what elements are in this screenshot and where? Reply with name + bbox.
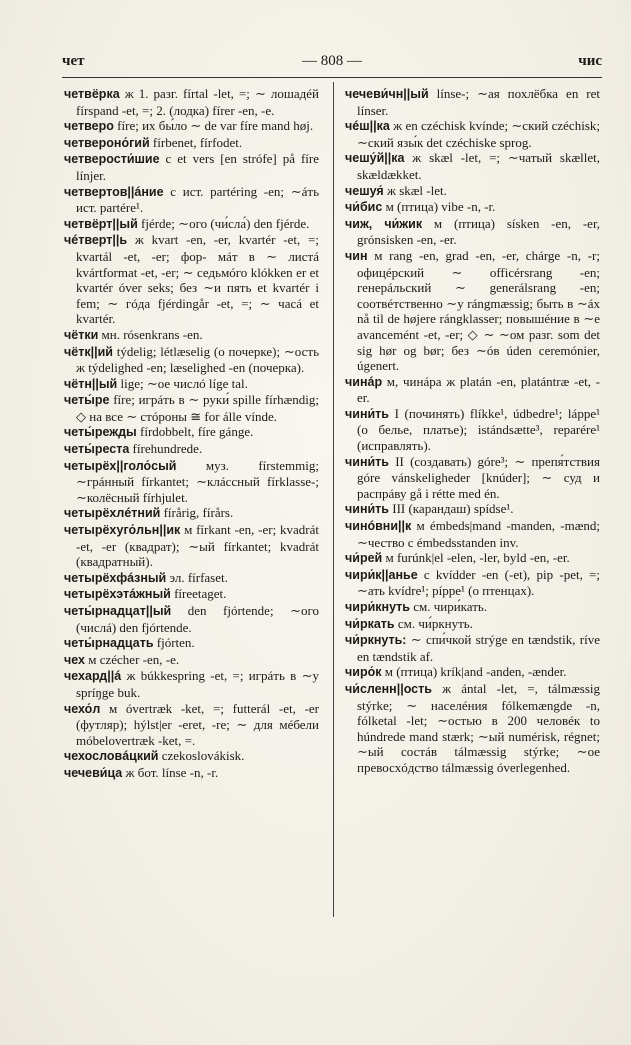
- entry-gloss: fjérde; ∼ого (чи́сла́) den fjérde.: [137, 215, 310, 231]
- entry-gloss: муз. fírstemmig; ∼грáнный fírkantet; ∼клáссный fírklasse-; ∼колёсный fírhjulet.: [76, 457, 319, 505]
- entry-headword: чётн||ый: [64, 376, 118, 391]
- entry-gloss: с ист. partéring -en; ∼áть ист. partére¹.: [76, 183, 319, 216]
- entry-gloss: fíre; их бы́ло ∼ de var fíre mand høj.: [113, 118, 314, 134]
- entry-headword: четвертов||áние: [64, 184, 164, 199]
- left-column: [64, 86, 319, 782]
- entry-headword: чири́к||анье: [345, 567, 418, 582]
- entry-gloss: ж 1. разг. fírtal -let, =; ∼ лошадéй fírspand -et, =; 2. (лодка) fírer -en, -e.: [76, 86, 319, 118]
- entry-gloss: II (создавать) góre³; ∼ препя́тствия góre vánskeligheder [knúder]; ∼ суд и распрáву gå i rétte med én.: [357, 453, 600, 501]
- entry-gloss: ж ántal -let, =, tálmæssig stýrke; ∼ населéния fólkemængde -n, fólketal -let; ∼остью в 200 человéк to húndrede mand stærk; ∼ый numérisk, régnet; ∼ый состáв tálmæssig stýrke; ∼ое превосхóдство tálmæssig óverlegenhed.: [357, 680, 600, 775]
- entry-headword: чечеви́чн||ый: [345, 87, 429, 101]
- entry-gloss: týdelig; létlæselig (о почерке); ∼ость ж týdelighed -en; læselighed -en (почерка).: [76, 343, 319, 376]
- entry-headword: четвероно́гий: [64, 135, 150, 150]
- entry-headword: чиро́к: [345, 665, 382, 680]
- entry-gloss: ж бот. línse -n, -r.: [122, 764, 219, 780]
- entry-headword: четвёрка: [64, 87, 120, 101]
- entry-gloss: мн. rósenkrans -en.: [98, 326, 203, 342]
- dictionary-entry: [64, 118, 319, 135]
- entry-gloss: I (починять) flíkke¹, údbedre¹; láppe¹ (о белье, платье); istándsætte³, reparére¹ (исправлять).: [357, 405, 600, 454]
- dictionary-entry: [64, 376, 319, 393]
- dictionary-entry: [64, 424, 319, 441]
- entry-headword: четвёрт||ый: [64, 216, 138, 231]
- entry-headword: чехо́л: [64, 701, 101, 716]
- entry-gloss: м (птица) vibe -n, -r.: [382, 199, 496, 215]
- entry-gloss: см. чири́кать.: [409, 599, 488, 614]
- dictionary-entry: [64, 232, 319, 327]
- entry-gloss: fírbenet, fírfodet.: [149, 134, 243, 150]
- dictionary-entry: [64, 701, 319, 749]
- dictionary-entry: [64, 635, 319, 652]
- column-divider: [333, 82, 334, 917]
- dictionary-entry: [345, 599, 600, 616]
- entry-headword: чи́ркнуть:: [345, 633, 407, 648]
- dictionary-entry: [345, 374, 600, 406]
- dictionary-entry: [64, 505, 319, 522]
- entry-gloss: эл. fírfaset.: [166, 569, 228, 585]
- entry-headword: чини́ть: [345, 454, 389, 469]
- entry-gloss: fírårig, fírårs.: [160, 505, 234, 521]
- entry-headword: чехард||á: [64, 669, 122, 684]
- entry-headword: чини́ть: [345, 502, 389, 517]
- entry-gloss: м óvertræk -ket, =; futterál -et, -er (футляр); hýlst|er -eret, -re; ∼ для мéбели móbelovertræk -ket, =.: [76, 700, 319, 748]
- entry-gloss: с kvídder -en (-et), pip -pet, =; ∼ать kvídre¹; píppe¹ (о птенцах).: [357, 566, 600, 599]
- entry-gloss: fírdobbelt, fíre gánge.: [136, 424, 254, 440]
- entry-headword: четырёхуго́льн||ик: [64, 523, 181, 538]
- entry-gloss: ∼ спи́чкой strýge en tændstik, ríve en tændstik af.: [357, 632, 600, 664]
- dictionary-entry: [345, 150, 600, 182]
- entry-gloss: с et vers [en strófe] på fíre línjer.: [76, 151, 319, 183]
- entry-headword: чи́рей: [345, 551, 383, 566]
- dictionary-entry: [345, 681, 600, 776]
- dictionary-entry: [64, 668, 319, 700]
- dictionary-entry: [345, 616, 600, 633]
- entry-gloss: ж kvart -en, -er, kvartér -et, =; kvartál -et, -er; фор- мáт в ∼ листá kvártformat -et, -er; ∼ седьмóго klókken er et kvartér óver seks; без ∼и пять et kvartér i fem; ∼ гóда fjérdingår -et, =; ∼ часá et kvartér.: [76, 232, 319, 327]
- dictionary-entry: [345, 406, 600, 454]
- dictionary-entry: [64, 652, 319, 669]
- entry-gloss: м (птица) krík|and -anden, -ænder.: [381, 664, 567, 680]
- dictionary-entry: [345, 216, 600, 248]
- entry-gloss: fíre; игрáть в ∼ руки́ spille fírhændig; ◇ на все ∼ стóроны ≅ for álle vínde.: [76, 392, 319, 424]
- entry-gloss: ж búkkespring -et, =; игрáть в ∼у spríŋge buk.: [76, 668, 319, 700]
- entry-gloss: м furúnk|el -elen, -ler, byld -en, -er.: [382, 550, 570, 566]
- dictionary-entry: [345, 454, 600, 502]
- entry-gloss: м émbeds|mand -manden, -mænd; ∼чество с émbedsstanden inv.: [357, 518, 600, 550]
- dictionary-entry: [64, 184, 319, 216]
- entry-headword: четырёхлéтний: [64, 506, 161, 521]
- dictionary-entry: [64, 327, 319, 344]
- right-column: [345, 86, 600, 776]
- entry-gloss: м rang -en, grad -en, -er, chárge -n, -r; офицéрский ∼ officérsrang -en; генерáльский ∼ generálsrang -en; соотвéтственно ∼у rángmæssig; быть в ∼áх nå til de højere rángklasser; повышéние в ∼е avancemént -et, -er; ◇ ∼ ∼ом разг. som det sig hør og bør; без ∼óв úden ceremónier, úgenert.: [357, 247, 600, 374]
- dictionary-entry: [64, 216, 319, 233]
- entry-headword: чири́кнуть: [345, 600, 410, 614]
- entry-headword: четы́режды: [64, 425, 137, 440]
- entry-headword: чинáр: [345, 374, 383, 389]
- dictionary-entry: [345, 118, 600, 150]
- entry-headword: чи́ркать: [345, 616, 395, 631]
- entry-headword: чи́бис: [345, 200, 383, 215]
- entry-headword: четверо: [64, 119, 114, 134]
- page-number: — 808 —: [302, 53, 362, 69]
- entry-headword: четырёх||голо́сый: [64, 458, 177, 473]
- entry-headword: чешуя́: [345, 183, 384, 198]
- entry-headword: четы́реста: [64, 442, 130, 457]
- dictionary-entry: [64, 344, 319, 376]
- entry-gloss: lige; ∼ое числó líge tal.: [117, 375, 248, 391]
- dictionary-entry: [64, 151, 319, 183]
- dictionary-entry: [64, 603, 319, 635]
- page-header: [62, 53, 602, 73]
- dictionary-entry: [345, 518, 600, 550]
- entry-gloss: fjórten.: [153, 635, 195, 651]
- entry-gloss: línse-; ∼ая похлёбка en ret línser.: [357, 86, 600, 118]
- entry-headword: чех: [64, 652, 85, 667]
- dictionary-entry: [345, 501, 600, 518]
- dictionary-entry: [345, 183, 600, 200]
- dictionary-entry: [345, 199, 600, 216]
- entry-gloss: fíreetaget.: [170, 586, 227, 602]
- entry-headword: чиж, чи́жик: [345, 216, 423, 231]
- entry-headword: чётки: [64, 327, 99, 342]
- dictionary-entry: [64, 570, 319, 587]
- entry-gloss: м fírkant -en, -er; kvadrát -et, -er (квадрат); ∼ый fírkantet; kvadrát (квадратный).: [76, 522, 319, 570]
- entry-headword: четверости́шие: [64, 152, 160, 167]
- entry-gloss: czekoslovákisk.: [158, 748, 245, 764]
- entry-gloss: м, чинáра ж platán -en, platántræ -et, -er.: [357, 373, 600, 406]
- dictionary-entry: [345, 664, 600, 681]
- entry-gloss: ж skæl -let, =; ∼чатый skællet, skældækket.: [357, 150, 600, 182]
- entry-gloss: ж skæl -let.: [383, 182, 447, 198]
- entry-gloss: м (птица) sísken -en, -er, grónsisken -en, -er.: [357, 215, 601, 248]
- header-rule: [62, 77, 602, 78]
- dictionary-entry: [64, 748, 319, 765]
- entry-headword: чешу́й||ка: [345, 151, 405, 166]
- header-guide-word-right: чис: [578, 53, 602, 69]
- entry-headword: четырёхэтáжный: [64, 587, 171, 602]
- entry-headword: четы́ре: [64, 393, 110, 408]
- entry-headword: чехословáцкий: [64, 749, 159, 764]
- entry-headword: чéш||ка: [345, 119, 390, 134]
- entry-gloss: ж en czéchisk kvínde; ∼ский czéchisk; ∼ский язы́к det czéchiske sprog.: [357, 118, 600, 150]
- entry-headword: чин: [345, 248, 368, 263]
- dictionary-entry: [64, 135, 319, 152]
- entry-headword: четырёхфáзный: [64, 570, 167, 585]
- dictionary-entry: [64, 458, 319, 506]
- dictionary-entry: [64, 522, 319, 570]
- dictionary-entry: [64, 86, 319, 118]
- entry-headword: четы́рнадцат||ый: [64, 604, 172, 618]
- entry-headword: чётк||ий: [64, 344, 113, 359]
- dictionary-entry: [345, 248, 600, 374]
- dictionary-entry: [345, 567, 600, 599]
- header-guide-word-left: чет: [62, 53, 85, 69]
- dictionary-entry: [64, 765, 319, 782]
- entry-headword: чечеви́ца: [64, 765, 123, 780]
- entry-gloss: см. чи́ркнуть.: [394, 615, 473, 631]
- entry-gloss: den fjórtende; ∼ого (числá) den fjórtende.: [76, 603, 319, 635]
- entry-headword: четы́рнадцать: [64, 636, 154, 651]
- entry-headword: чини́ть: [345, 406, 389, 421]
- dictionary-entry: [64, 392, 319, 424]
- dictionary-entry: [345, 86, 600, 118]
- dictionary-entry: [345, 550, 600, 567]
- dictionary-entry: [345, 632, 600, 664]
- entry-headword: чи́сленн||ость: [345, 681, 432, 696]
- entry-gloss: м czécher -en, -e.: [85, 651, 180, 667]
- entry-gloss: III (карандаш) spídse¹.: [388, 501, 514, 517]
- dictionary-entry: [64, 586, 319, 603]
- entry-headword: чинóвни||к: [345, 519, 412, 534]
- entry-headword: чéтверт||ь: [64, 233, 128, 248]
- entry-gloss: fírehundrede.: [129, 441, 203, 457]
- dictionary-entry: [64, 441, 319, 458]
